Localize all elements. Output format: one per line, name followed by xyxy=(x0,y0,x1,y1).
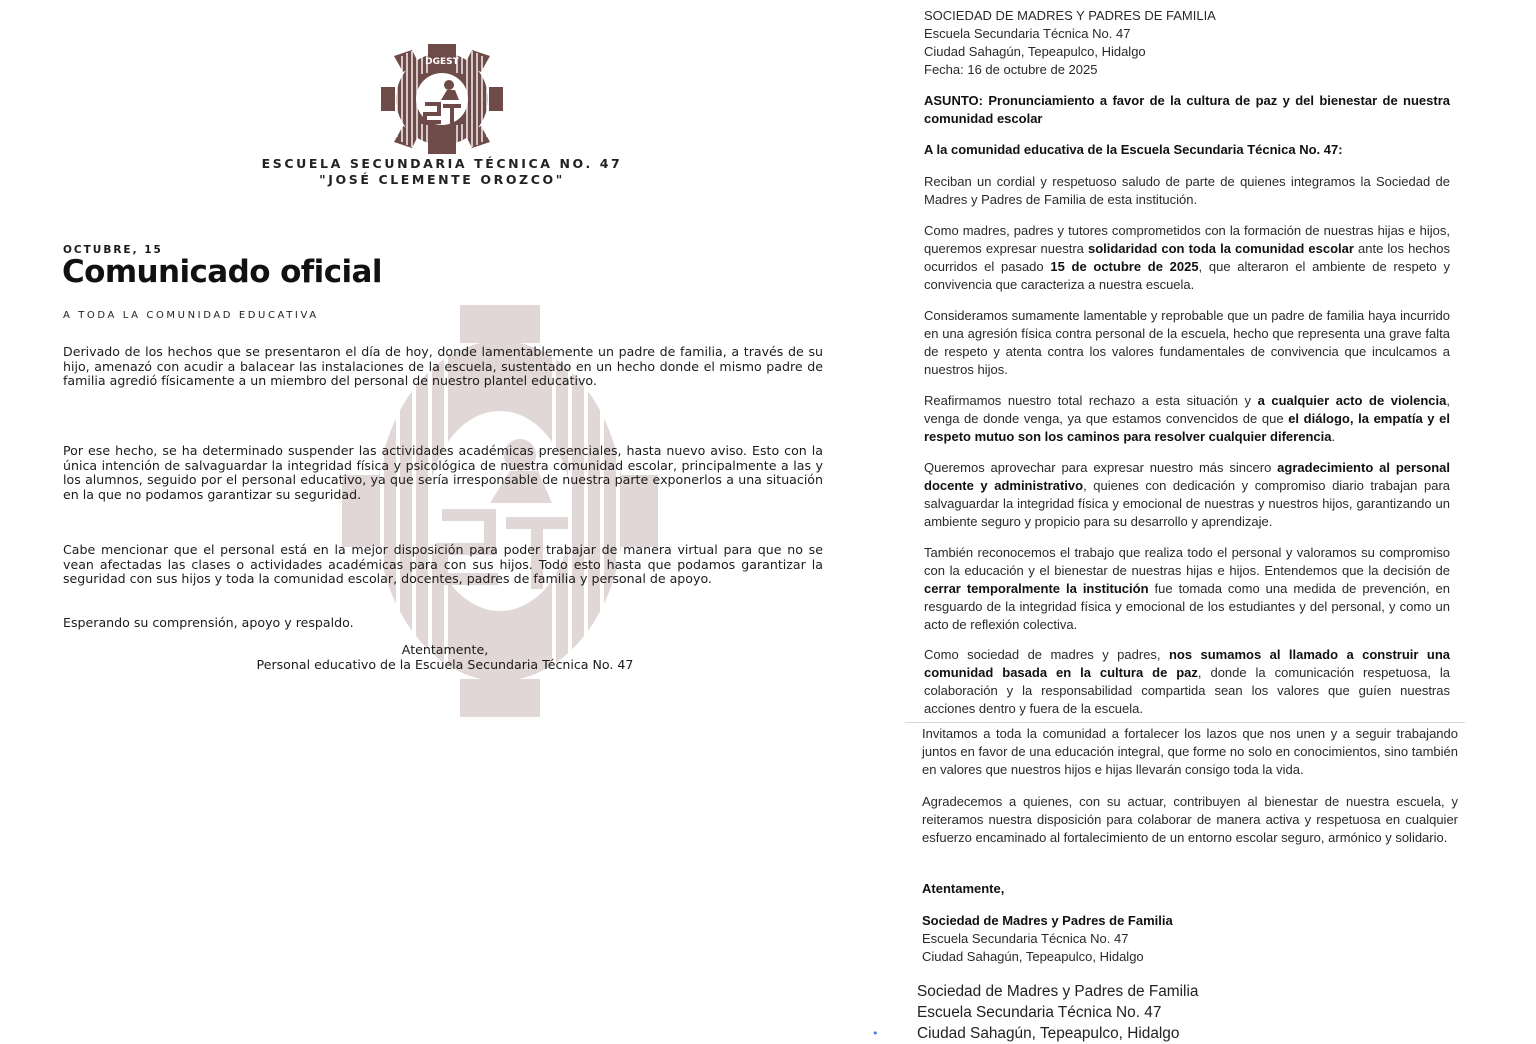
letter-paragraph-6 xyxy=(924,544,1450,634)
signature-city: Ciudad Sahagún, Tepeapulco, Hidalgo xyxy=(922,949,1144,964)
letter-closing: Atentamente, xyxy=(922,881,1005,896)
school-subtitle: "JOSÉ CLEMENTE OROZCO" xyxy=(319,172,565,187)
letter-paragraph-2 xyxy=(924,222,1450,294)
letter-header-city: Ciudad Sahagún, Tepeapulco, Hidalgo xyxy=(924,44,1146,59)
statement-signature: Personal educativo de la Escuela Secundaria Técnica No. 47 xyxy=(256,657,634,672)
p4-text-a: Reafirmamos nuestro total rechazo a esta situación y xyxy=(924,393,1258,408)
footer-org: Sociedad de Madres y Padres de Familia xyxy=(917,983,1199,1000)
p2-text-c: ante los hechos ocurridos el pasado xyxy=(924,241,1450,274)
letter-paragraph-4 xyxy=(924,392,1450,446)
letter-signature xyxy=(922,912,1448,966)
school-logo xyxy=(381,42,503,156)
p7-text-c: , donde la comunicación respetuosa, la colaboración y la responsabilidad compartida sean los valores que guíen nuestras acciones dentro y fuera de la escuela. xyxy=(924,665,1450,716)
p5-text-c: , quienes con dedicación y compromiso diario trabajan para salvaguardar la integridad física y emocional de nuestras y nuestros hijos, garantizando un ambiente seguro y propicio para su desarrollo y aprendizaje. xyxy=(924,478,1451,529)
signature-school: Escuela Secundaria Técnica No. 47 xyxy=(922,931,1129,946)
footer-signature xyxy=(917,981,1198,1044)
letter-paragraph-5 xyxy=(924,459,1450,531)
letter-header-school: Escuela Secundaria Técnica No. 47 xyxy=(924,26,1131,41)
school-name-heading xyxy=(200,156,684,188)
p5-text-a: Queremos aprovechar para expresar nuestro más sincero xyxy=(924,460,1278,475)
p2-text-e: , que alteraron el ambiente de respeto y convivencia que caracteriza a nuestra escuela. xyxy=(924,259,1450,292)
statement-closing: Atentamente, xyxy=(401,642,489,657)
p5-emphasis-gratitude: agradecimiento al personal docente y administrativo xyxy=(924,460,1450,493)
letter-subject: ASUNTO: Pronunciamiento a favor de la cultura de paz y del bienestar de nuestra comunidad escolar xyxy=(924,93,1450,126)
statement-audience: A TODA LA COMUNIDAD EDUCATIVA xyxy=(63,310,319,321)
page-divider xyxy=(905,722,1465,723)
school-name: ESCUELA SECUNDARIA TÉCNICA NO. 47 xyxy=(261,156,623,171)
p2-emphasis-solidarity: solidaridad con toda la comunidad escolar xyxy=(1087,241,1354,256)
letter-header xyxy=(924,7,1450,79)
statement-paragraph-4: Esperando su comprensión, apoyo y respaldo. xyxy=(63,615,354,630)
p2-text-a: Como madres, padres y tutores comprometidos con la formación de nuestras hijas e hijos, queremos expresar nuestra xyxy=(924,223,1450,256)
p4-text-e: . xyxy=(1331,429,1336,444)
letter-paragraph-7 xyxy=(924,646,1450,718)
letter-salutation: A la comunidad educativa de la Escuela Secundaria Técnica No. 47: xyxy=(924,142,1343,157)
footer-city: Ciudad Sahagún, Tepeapulco, Hidalgo xyxy=(917,1025,1180,1042)
p4-emphasis-dialogue: el diálogo, la empatía y el respeto mutuo son los caminos para resolver cualquier diferencia xyxy=(924,411,1450,444)
letter-paragraph-8: Invitamos a toda la comunidad a fortalecer los lazos que nos unen y a seguir trabajando juntos en favor de una educación integral, que forme no solo en conocimientos, sino también en valores que nuestros hijos e hijas llevarán consigo toda la vida. xyxy=(922,726,1458,777)
svg-text:DGEST: DGEST xyxy=(425,57,459,67)
p6-emphasis-closure: cerrar temporalmente la institución xyxy=(924,581,1149,596)
statement-title: Comunicado oficial xyxy=(62,254,382,290)
footer-school: Escuela Secundaria Técnica No. 47 xyxy=(917,1004,1162,1021)
statement-paragraph-3: Cabe mencionar que el personal está en la mejor disposición para poder trabajar de manera virtual para que no se vean afectadas las clases o actividades académicas para con sus hijos. Todo esto hasta que podamos garantizar la seguridad con sus hijos y toda la comunidad escolar, docentes, padres de familia y personal de apoyo. xyxy=(63,542,823,587)
letter-header-date: Fecha: 16 de octubre de 2025 xyxy=(924,62,1098,77)
e-icon: • xyxy=(872,1027,879,1040)
letter-paragraph-3: Consideramos sumamente lamentable y reprobable que un padre de familia haya incurrido en una agresión física contra personal de la escuela, hecho que representa una grave falta de respeto y atenta contra los valores fundamentales de convivencia que inculcamos a nuestros hijos. xyxy=(924,308,1450,377)
statement-date: OCTUBRE, 15 xyxy=(63,244,163,256)
p6-text-a: También reconocemos el trabajo que realiza todo el personal y valoramos su compromiso con la educación y el bienestar de nuestras hijas e hijos. Entendemos que la decisión de xyxy=(924,545,1450,578)
statement-paragraph-2: Por ese hecho, se ha determinado suspender las actividades académicas presenciales, hasta nuevo aviso. Esto con la única intención de salvaguardar la integridad física y psicológica de nuestra comunidad escolar, principalmente a las y los alumnos, seguido por el personal educativo, ya que sería irresponsable de nuestra parte exponerlos a una situación en la que no podamos garantizar su seguridad. xyxy=(63,443,823,502)
p4-emphasis-violence: a cualquier acto de violencia xyxy=(1257,393,1447,408)
p4-text-c: , venga de donde venga, ya que estamos convencidos de que xyxy=(924,393,1451,426)
letter-paragraph-9: Agradecemos a quienes, con su actuar, contribuyen al bienestar de nuestra escuela, y reiteramos nuestra disposición para colaborar de manera activa y respetuosa en cualquier esfuerzo encaminado al fortalecimiento de un entorno escolar seguro, armónico y solidario. xyxy=(922,794,1458,845)
letter-header-org: SOCIEDAD DE MADRES Y PADRES DE FAMILIA xyxy=(924,8,1216,23)
p6-text-c: fue tomada como una medida de prevención, en resguardo de la integridad física y emocional de los estudiantes y del personal, y como un acto de reflexión colectiva. xyxy=(924,581,1451,632)
p7-emphasis-peace: nos sumamos al llamado a construir una comunidad basada en la cultura de paz xyxy=(924,647,1450,680)
p2-emphasis-date: 15 de octubre de 2025 xyxy=(1050,259,1199,274)
letter-paragraph-1: Reciban un cordial y respetuoso saludo de parte de quienes integramos la Sociedad de Madres y Padres de Familia de esta institución. xyxy=(924,174,1450,207)
p7-text-a: Como sociedad de madres y padres, xyxy=(924,647,1169,662)
signature-org: Sociedad de Madres y Padres de Familia xyxy=(922,913,1173,928)
statement-paragraph-1: Derivado de los hechos que se presentaron el día de hoy, donde lamentablemente un padre de familia, a través de su hijo, amenazó con acudir a balacear las instalaciones de la escuela, sustentado en un hecho donde el mismo padre de familia agredió físicamente a un miembro del personal de nuestro plantel educativo. xyxy=(63,344,823,389)
